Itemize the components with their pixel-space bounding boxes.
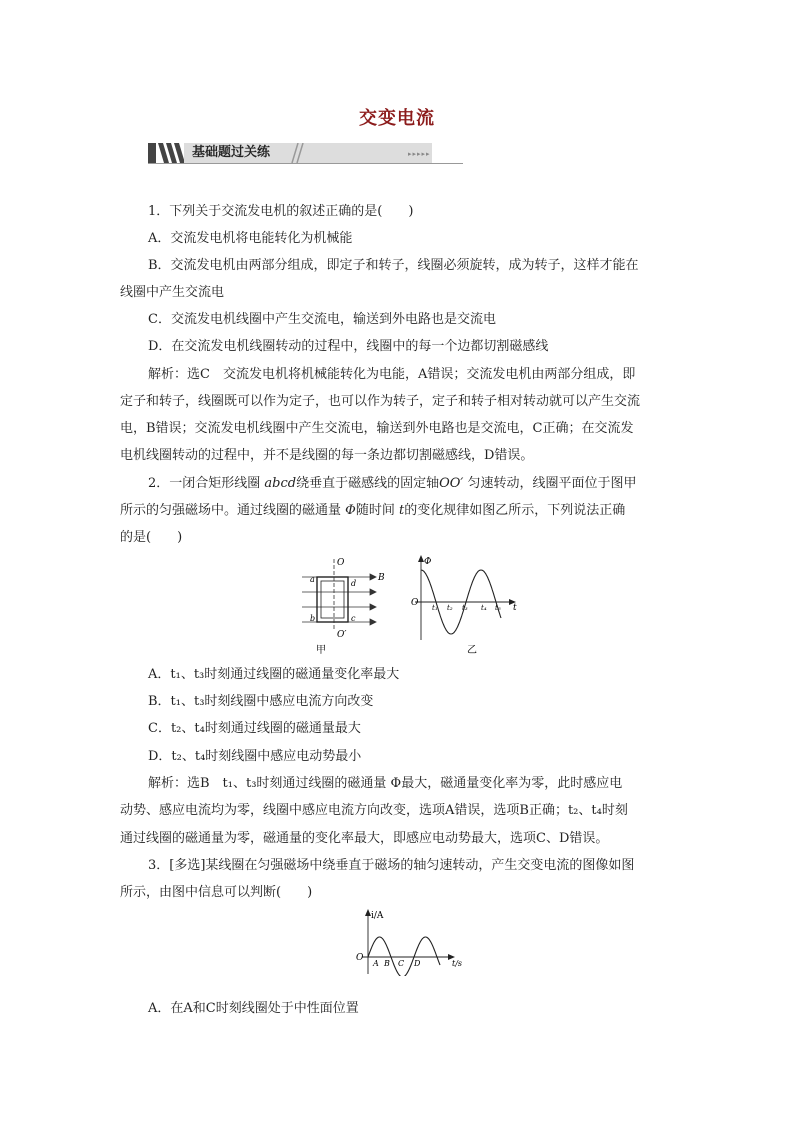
q1-option-a: A．交流发电机将电能转化为机械能: [148, 231, 353, 246]
page-title: 交变电流: [359, 108, 435, 129]
section-label: 基础题过关练: [192, 145, 271, 160]
fig-q3-xlabel: t/s: [452, 959, 463, 968]
q2-option-c: C．t₂、t₄时刻通过线圈的磁通量最大: [148, 721, 361, 736]
q2-stem-2: 所示的匀强磁场中。通过线圈的磁通量 Φ随时间 t的变化规律如图乙所示，下列说法正确: [120, 503, 626, 518]
q2-analysis-3: 通过线圈的磁通量为零，磁通量的变化率最大，即感应电动势最大，选项C、D错误。: [120, 831, 609, 846]
fig-q3-C: C: [398, 959, 405, 968]
divider-stripes-icon: [288, 143, 308, 163]
fig-jia-c: c: [351, 614, 356, 623]
q1-analysis-1: 解析：选C 交流发电机将机械能转化为电能，A错误；交流发电机由两部分组成，即: [148, 367, 636, 382]
q3-stem-2: 所示，由图中信息可以判断( ): [120, 885, 313, 900]
figure-q3: [352, 908, 477, 976]
section-banner: [148, 143, 463, 165]
stripes-icon: [148, 143, 188, 163]
fig-jia-caption: 甲: [316, 645, 326, 656]
fig-q3-ylabel: i/A: [371, 911, 384, 921]
fig-yi-t3: t₃: [462, 604, 468, 612]
fig-yi-t1: t₁: [432, 604, 438, 612]
q1-option-b: B．交流发电机由两部分组成，即定子和转子，线圈必须旋转，成为转子，这样才能在: [148, 258, 639, 273]
q2-analysis-1: 解析：选B t₁、t₃时刻通过线圈的磁通量 Φ最大，磁通量变化率为零，此时感应电: [148, 776, 623, 791]
q2-option-d: D．t₂、t₄时刻线圈中感应电动势最小: [148, 749, 362, 764]
fig-jia-a: a: [310, 575, 315, 584]
q2-option-b: B．t₁、t₃时刻线圈中感应电流方向改变: [148, 694, 374, 709]
fig-q3-D: D: [414, 959, 421, 968]
q2-stem-3: 的是( ): [120, 530, 183, 545]
fig-q3-O: O: [356, 953, 364, 963]
q3-option-a: A．在A和C时刻线圈处于中性面位置: [148, 1001, 359, 1016]
q3-stem-1: 3．[多选]某线圈在匀强磁场中绕垂直于磁场的轴匀速转动，产生交变电流的图像如图: [148, 858, 635, 873]
q2-stem-1: 2．一闭合矩形线圈 abcd绕垂直于磁感线的固定轴OO′ 匀速转动，线圈平面位于图甲: [148, 476, 637, 491]
fig-q3-B: B: [384, 959, 390, 968]
fig-jia-b: b: [310, 614, 316, 623]
fig-jia-B: B: [378, 573, 385, 583]
fig-q3-A: A: [373, 959, 379, 968]
figure-yi: [405, 552, 530, 660]
q1-analysis-4: 电机线圈转动的过程中，并不是线圈的每一条边都切割磁感线，D错误。: [120, 448, 534, 463]
figure-jia: [290, 555, 390, 660]
fig-yi-t2: t₂: [447, 604, 453, 612]
fig-jia-O2: O′: [337, 630, 347, 640]
q1-stem: 1．下列关于交流发电机的叙述正确的是( ): [148, 204, 414, 219]
fig-yi-phi: Φ: [424, 557, 432, 567]
q1-option-c: C．交流发电机线圈中产生交流电，输送到外电路也是交流电: [148, 312, 496, 327]
q2-option-a: A．t₁、t₃时刻通过线圈的磁通量变化率最大: [148, 667, 400, 682]
q1-analysis-3: 电，B错误；交流发电机线圈中产生交流电，输送到外电路也是交流电，C正确；在交流发: [120, 421, 634, 436]
arrow-icons: ▸▸▸▸▸: [408, 150, 431, 158]
fig-yi-O: O: [411, 598, 419, 608]
fig-jia-d: d: [351, 579, 357, 588]
q1-analysis-2: 定子和转子，线圈既可以作为定子，也可以作为转子，定子和转子相对转动就可以产生交流: [120, 394, 641, 409]
fig-yi-t: t: [513, 603, 517, 613]
q1-option-d: D．在交流发电机线圈转动的过程中，线圈中的每一个边都切割磁感线: [148, 339, 549, 354]
fig-yi-t5: t₅: [495, 604, 501, 612]
q1-option-b-cont: 线圈中产生交流电: [120, 285, 225, 300]
q2-analysis-2: 动势、感应电流均为零，线圈中感应电流方向改变，选项A错误，选项B正确；t₂、t₄时刻: [120, 803, 628, 818]
fig-yi-caption: 乙: [467, 645, 477, 656]
fig-jia-O: O: [337, 558, 345, 568]
fig-yi-t4: t₄: [481, 604, 487, 612]
